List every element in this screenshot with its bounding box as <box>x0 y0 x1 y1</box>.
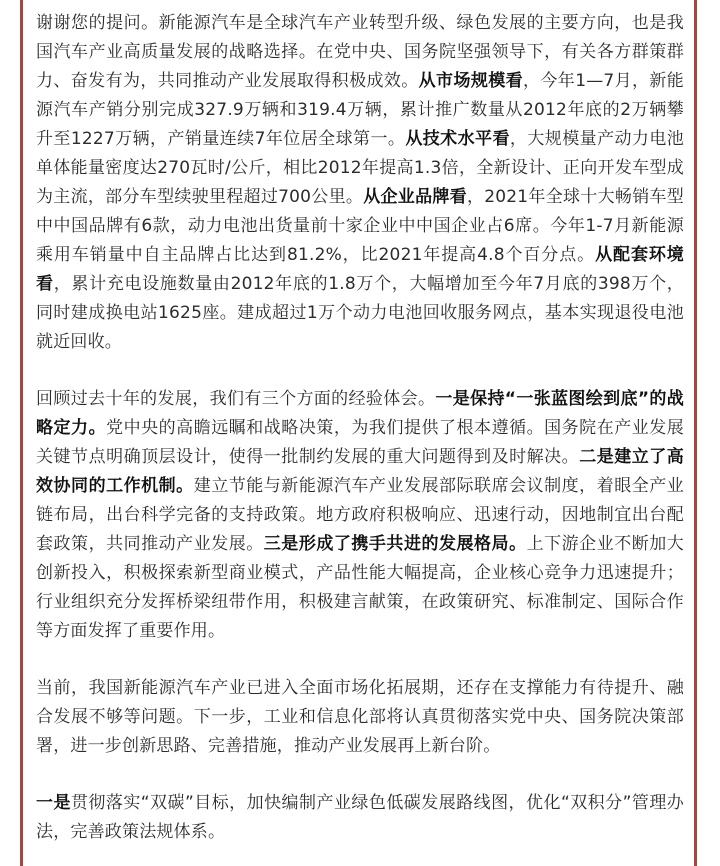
bold-heading-technology: 从技术水平看 <box>405 129 510 149</box>
bold-point-one: 一是保持“一张蓝图绘到底”的战略定力。 <box>36 389 684 438</box>
bold-point-two: 二是建立了高效协同的工作机制。 <box>36 447 684 496</box>
article-frame <box>20 0 697 866</box>
text-segment: ，2021年全球十大畅销车型中中国品牌有6款，动力电池出货量前十家企业中中国企业占6席。今年1-7月新能源乘用车销量中自主品牌占比达到81.2%，比2021年提高4.8个百分点。 <box>36 187 684 265</box>
paragraph-achievements <box>36 9 684 357</box>
text-segment: ，累计充电设施数量由2012年底的1.8万个，大幅增加至今年7月底的398万个，同时建成换电站1625座。建成超过1万个动力电池回收服务网点，基本实现退役电池就近回收。 <box>36 274 685 352</box>
text-segment: ，大规模量产动力电池单体能量密度达270瓦时/公斤，相比2012年提高1.3倍，全新设计、正向开发车型成为主流，部分车型续驶里程超过700公里。 <box>36 129 684 207</box>
bold-heading-brands: 从企业品牌看 <box>363 187 467 207</box>
text-segment: 党中央的高瞻远瞩和战略决策，为我们提供了根本遵循。国务院在产业发展关键节点明确顶层设计，使得一批制约发展的重大问题得到及时解决。 <box>36 418 684 467</box>
text-segment: 上下游企业不断加大创新投入，积极探索新型商业模式，产品性能大幅提高，企业核心竞争力迅速提升；行业组织充分发挥桥梁纽带作用，积极建言献策，在政策研究、标准制定、国际合作等方面发挥了重要作用。 <box>36 534 684 641</box>
paragraph-experience <box>36 385 684 646</box>
text-segment: 谢谢您的提问。新能源汽车是全球汽车产业转型升级、绿色发展的主要方向，也是我国汽车产业高质量发展的战略选择。在党中央、国务院坚强领导下，有关各方群策群力、奋发有为，共同推动产业发展取得积极成效。 <box>36 13 684 91</box>
text-segment: 当前，我国新能源汽车产业已进入全面市场化拓展期，还存在支撑能力有待提升、融合发展不够等问题。下一步，工业和信息化部将认真贯彻落实党中央、国务院决策部署，进一步创新思路、完善措施，推动产业发展再上新台阶。 <box>36 678 684 756</box>
text-segment: 贯彻落实“双碳”目标，加快编制产业绿色低碳发展路线图，优化“双积分”管理办法，完善政策法规体系。 <box>36 793 684 842</box>
bold-heading-environment: 从配套环境看 <box>36 245 684 294</box>
bold-point-three: 三是形成了携手共进的发展格局。 <box>263 534 527 554</box>
text-segment: ，今年1—7月，新能源汽车产销分别完成327.9万辆和319.4万辆，累计推广数量从2012年底的2万辆攀升至1227万辆，产销量连续7年位居全球第一。 <box>36 71 684 149</box>
text-segment: 回顾过去十年的发展，我们有三个方面的经验体会。 <box>36 389 436 409</box>
article-body <box>36 9 684 847</box>
text-segment: 建立节能与新能源汽车产业发展部际联席会议制度，着眼全产业链布局，出台科学完备的支持政策。地方政府积极响应、迅速行动，因地制宜出台配套政策，共同推动产业发展。 <box>36 476 684 554</box>
paragraph-measure-one <box>36 789 684 847</box>
paragraph-next-steps <box>36 674 684 761</box>
bold-measure-one: 一是 <box>36 793 71 813</box>
bold-heading-market-scale: 从市场规模看 <box>418 71 524 91</box>
